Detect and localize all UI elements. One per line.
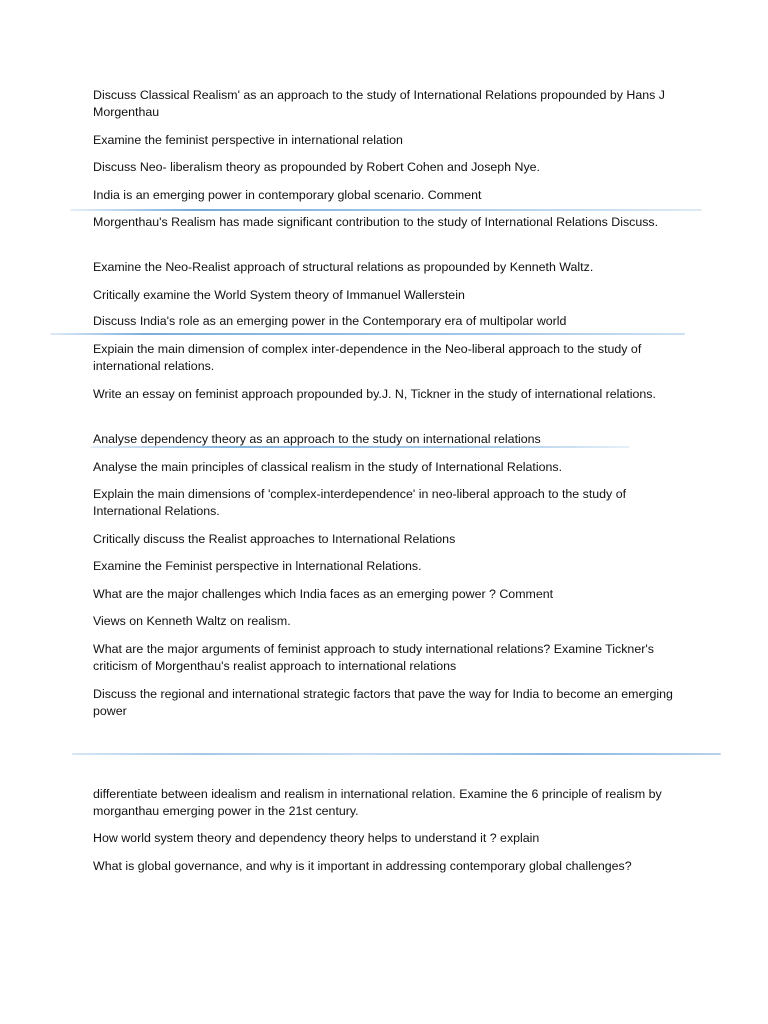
question-item: differentiate between idealism and realism in international relation. Examine the 6 principle of realism by morganthau emerging power in the 21st century. (93, 787, 662, 818)
question-item: Discuss Classical Realism' as an approach to the study of International Relations propounded by Hans J Morgenthau (93, 88, 665, 119)
divider-line (70, 209, 702, 211)
question-item: Explain the main dimensions of 'complex-interdependence' in neo-liberal approach to the study of International Relations. (93, 487, 627, 518)
divider-line (90, 446, 630, 448)
question-item: Discuss India's role as an emerging power in the Contemporary era of multipolar world (93, 314, 567, 328)
question-item: Expiain the main dimension of complex inter-dependence in the Neo-liberal approach to the study of international relations. (93, 342, 642, 373)
question-item: Examine the Feminist perspective in lnternational Relations. (93, 559, 422, 573)
divider-line (50, 333, 685, 335)
question-item: India is an emerging power in contemporary global scenario. Comment (93, 188, 482, 202)
question-item: Examine the feminist perspective in international relation (93, 133, 403, 147)
question-item: Discuss the regional and international strategic factors that pave the way for India to become an emerging power (93, 687, 673, 718)
question-item: How world system theory and dependency theory helps to understand it ? explain (93, 831, 540, 845)
question-item: Analyse the main principles of classical realism in the study of International Relations. (93, 460, 563, 474)
question-item: Views on Kenneth Waltz on realism. (93, 614, 291, 628)
divider-line (72, 753, 721, 755)
question-item: Critically discuss the Realist approaches to International Relations (93, 532, 456, 546)
question-item: Critically examine the World System theory of Immanuel Wallerstein (93, 288, 465, 302)
question-item: What is global governance, and why is it important in addressing contemporary global challenges? (93, 859, 632, 873)
question-item: What are the major arguments of feminist approach to study international relations? Examine Tickner's criticism of Morgenthau's realist approach to international relations (93, 642, 654, 673)
question-item: What are the major challenges which India faces as an emerging power ? Comment (93, 587, 554, 601)
question-item: Analyse dependency theory as an approach to the study on international relations (93, 432, 541, 446)
question-item: Write an essay on feminist approach propounded by.J. N, Tickner in the study of international relations. (93, 387, 656, 401)
question-item: Discuss Neo- liberalism theory as propounded by Robert Cohen and Joseph Nye. (93, 160, 540, 174)
question-item: Morgenthau's Realism has made significant contribution to the study of International Relations Discuss. (93, 215, 659, 229)
question-item: Examine the Neo-Realist approach of structural relations as propounded by Kenneth Waltz. (93, 260, 594, 274)
